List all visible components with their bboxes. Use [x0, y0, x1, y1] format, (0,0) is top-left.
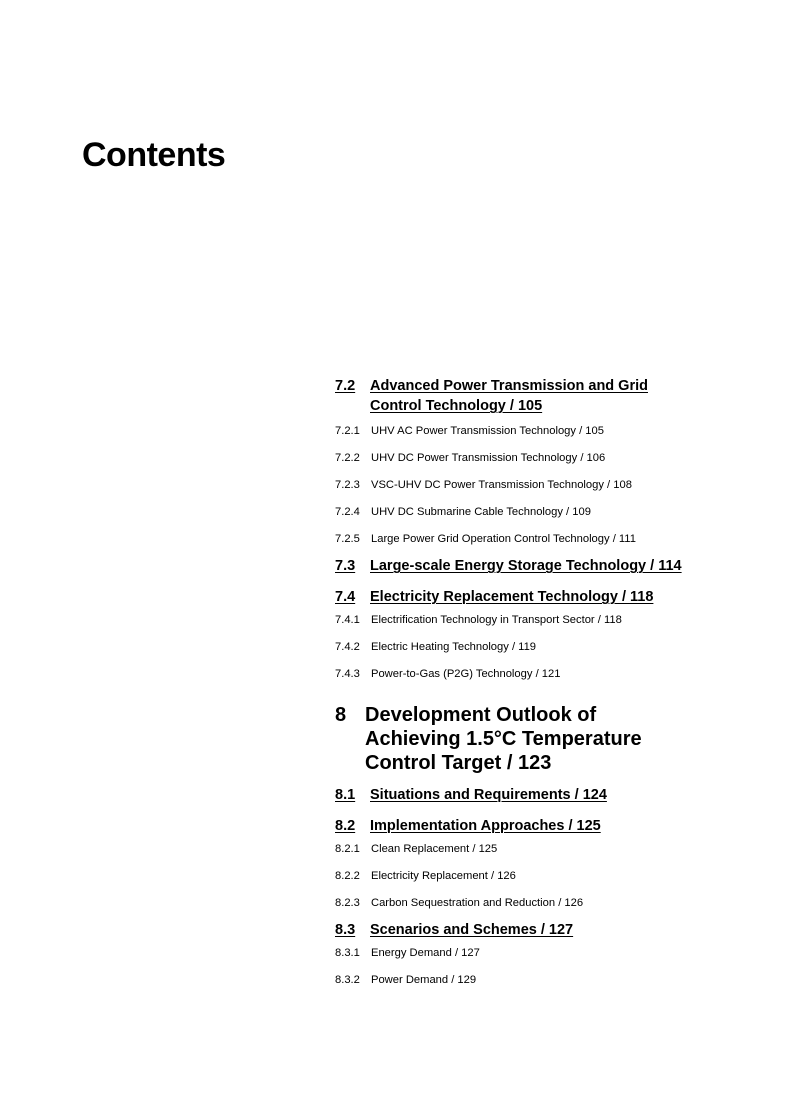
- toc-item-7-2-2[interactable]: [335, 451, 775, 465]
- item-title: Electric Heating Technology / 119: [371, 641, 537, 653]
- toc-item-7-4-3[interactable]: [335, 667, 775, 681]
- item-title: VSC-UHV DC Power Transmission Technology / 108: [371, 479, 632, 491]
- item-number: 7.2.4: [335, 506, 360, 518]
- section-title: [370, 376, 775, 416]
- toc-item-7-2-5[interactable]: [335, 532, 775, 546]
- section-number: 8.1: [335, 787, 356, 803]
- toc-item-8-2-2[interactable]: [335, 869, 775, 883]
- section-number: 8.3: [335, 922, 356, 938]
- section-title-line-2: Control Technology / 105: [370, 398, 543, 414]
- toc-item-7-2-1[interactable]: [335, 424, 775, 438]
- item-title: Clean Replacement / 125: [371, 843, 498, 855]
- toc-section-7-2[interactable]: [335, 376, 775, 416]
- item-title: Electricity Replacement / 126: [371, 870, 516, 882]
- toc-item-8-2-1[interactable]: [335, 842, 775, 856]
- toc-item-7-2-4[interactable]: [335, 505, 775, 519]
- item-title: UHV AC Power Transmission Technology / 105: [371, 425, 604, 437]
- section-title: Large-scale Energy Storage Technology / 114: [370, 558, 682, 574]
- section-title-line-1: Advanced Power Transmission and Grid: [370, 378, 648, 394]
- item-title: UHV DC Power Transmission Technology / 106: [371, 452, 606, 464]
- table-of-contents: [335, 376, 775, 1000]
- section-title: Situations and Requirements / 124: [370, 787, 607, 803]
- section-number: 8.2: [335, 818, 356, 834]
- item-number: 7.4.2: [335, 641, 360, 653]
- section-number: 7.4: [335, 589, 356, 605]
- item-title: Electrification Technology in Transport Sector / 118: [371, 614, 622, 626]
- section-number: 7.2: [335, 378, 356, 394]
- toc-section-7-3[interactable]: [335, 556, 775, 576]
- item-number: 8.2.3: [335, 897, 360, 909]
- item-title: UHV DC Submarine Cable Technology / 109: [371, 506, 591, 518]
- toc-section-8-3[interactable]: [335, 920, 775, 940]
- item-title: Large Power Grid Operation Control Technology / 111: [371, 533, 636, 545]
- chapter-number: 8: [335, 704, 347, 726]
- item-title: Power Demand / 129: [371, 974, 477, 986]
- toc-item-7-4-2[interactable]: [335, 640, 775, 654]
- toc-item-7-4-1[interactable]: [335, 613, 775, 627]
- toc-chapter-8[interactable]: [335, 703, 775, 775]
- toc-section-8-1[interactable]: [335, 785, 775, 805]
- toc-section-8-2[interactable]: [335, 816, 775, 836]
- toc-item-7-2-3[interactable]: [335, 478, 775, 492]
- item-title: Power-to-Gas (P2G) Technology / 121: [371, 668, 561, 680]
- item-number: 7.4.3: [335, 668, 360, 680]
- toc-item-8-2-3[interactable]: [335, 896, 775, 910]
- item-number: 8.3.1: [335, 947, 360, 959]
- section-number: 7.3: [335, 558, 356, 574]
- item-number: 7.2.5: [335, 533, 360, 545]
- item-number: 8.3.2: [335, 974, 360, 986]
- item-number: 8.2.2: [335, 870, 360, 882]
- page-title: Contents: [82, 136, 226, 174]
- item-number: 7.2.2: [335, 452, 360, 464]
- section-title: Implementation Approaches / 125: [370, 818, 601, 834]
- item-title: Energy Demand / 127: [371, 947, 480, 959]
- toc-section-7-4[interactable]: [335, 587, 775, 607]
- toc-item-8-3-2[interactable]: [335, 973, 775, 987]
- toc-item-8-3-1[interactable]: [335, 946, 775, 960]
- item-number: 8.2.1: [335, 843, 360, 855]
- item-title: Carbon Sequestration and Reduction / 126: [371, 897, 584, 909]
- section-title: Scenarios and Schemes / 127: [370, 922, 574, 938]
- item-number: 7.4.1: [335, 614, 360, 626]
- chapter-title: Development Outlook of Achieving 1.5°C Temperature Control Target / 123: [365, 704, 642, 774]
- item-number: 7.2.3: [335, 479, 360, 491]
- section-title: Electricity Replacement Technology / 118: [370, 589, 654, 605]
- item-number: 7.2.1: [335, 425, 360, 437]
